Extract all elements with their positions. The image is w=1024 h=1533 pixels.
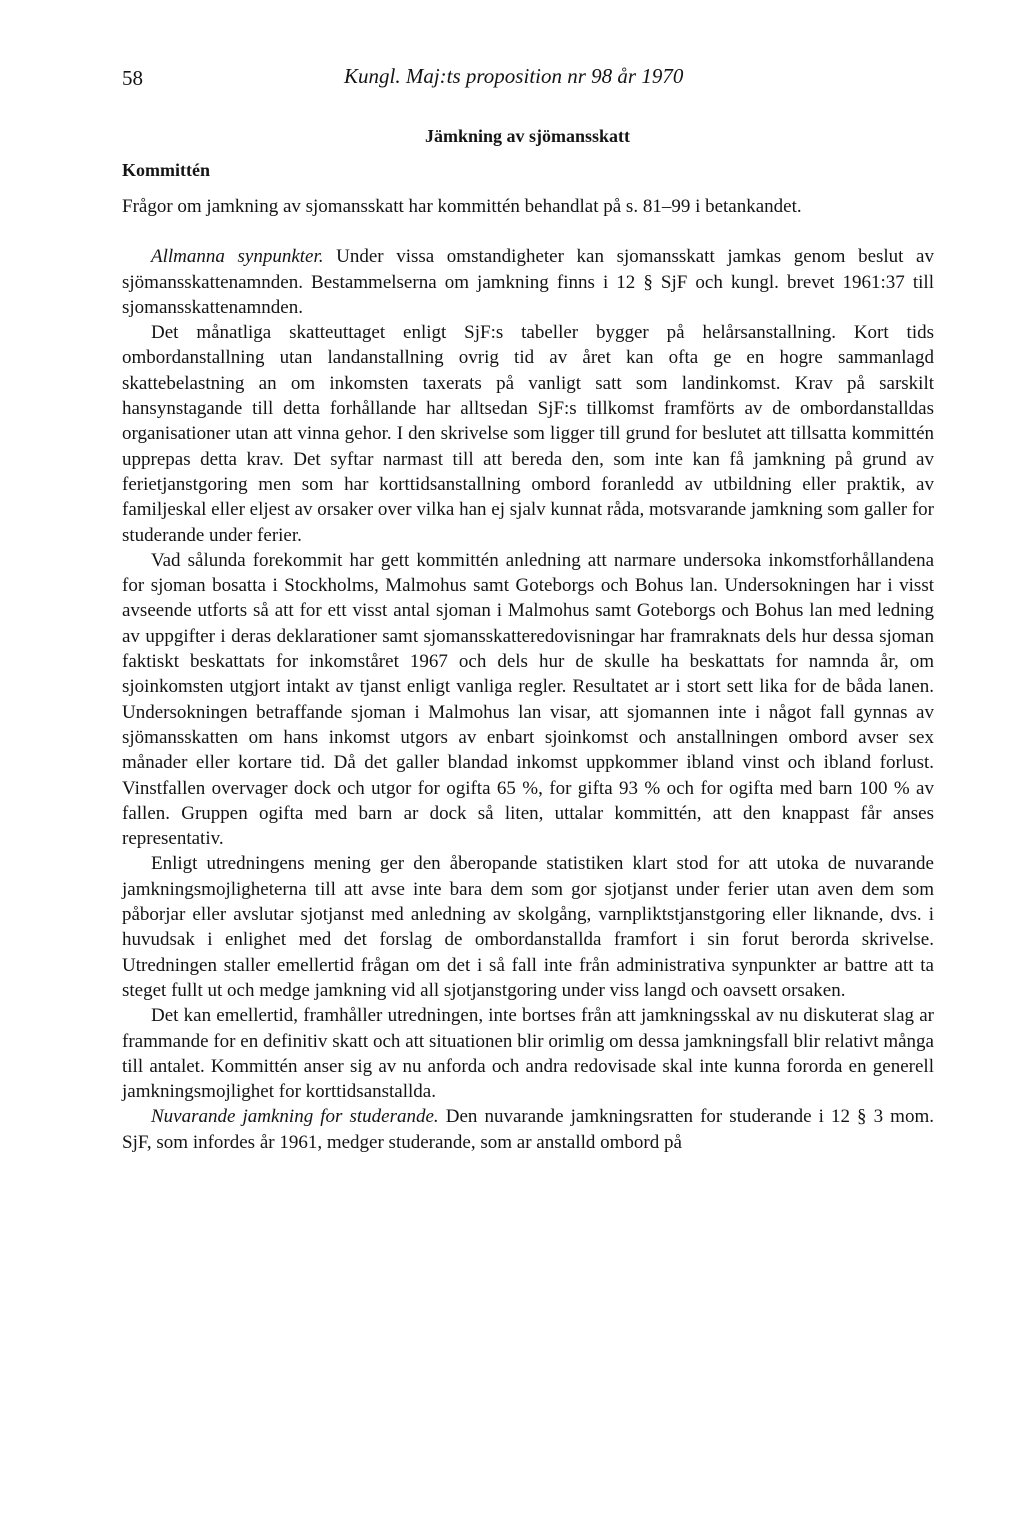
paragraph-emellertid bbox=[122, 1003, 934, 1104]
page-number: 58 bbox=[122, 66, 143, 90]
running-head: Kungl. Maj:ts proposition nr 98 år 1970 bbox=[344, 64, 684, 88]
paragraph-studerande bbox=[122, 1104, 934, 1155]
paragraph-skatteuttag bbox=[122, 320, 934, 548]
section-title: Jämkning av sjömansskatt bbox=[425, 126, 631, 146]
paragraph-text: Enligt utredningens mening ger den åberopande statistiken klart stod for att utoka de nuvarande jamkningsmojligheterna till att avse inte bara dem som gor sjotjanst under ferier utan aven dem som påborjar eller avslutar sjotjanst med anledning av skolgång, varnpliktstjanstgoring eller liknande, dvs. i huvudsak i enlighet med det forslag de ombordanstallda framfort i sin forut berorda skrivelse. Utredningen staller emellertid frågan om det i så fall inte från administrativa synpunkter ar battre att ta steget fullt ut och medge jamkning vid all sjotjanstgoring under viss langd och oavsett orsaken. bbox=[122, 853, 934, 1001]
run-in-heading: Nuvarande jamkning for studerande. bbox=[151, 1106, 439, 1128]
paragraph-undersokning bbox=[122, 548, 934, 852]
run-in-heading: Allmanna synpunkter. bbox=[151, 246, 324, 268]
paragraph-text: Under vissa omstandigheter kan sjomansskatt jamkas genom beslut av sjömansskattenamnden. Bestammelserna om jamkning finns i 12 § SjF och kungl. brevet 1961:37 till sjomansskattenamnden. bbox=[122, 246, 934, 318]
paragraph-text: Frågor om jamkning av sjomansskatt har kommittén behandlat på s. 81–99 i betankandet. bbox=[122, 196, 802, 217]
body-text bbox=[122, 194, 934, 1155]
paragraph-intro bbox=[122, 194, 934, 219]
paragraph-utredning bbox=[122, 851, 934, 1003]
side-heading: Kommittén bbox=[122, 160, 210, 180]
paragraph-allmanna bbox=[122, 244, 934, 320]
paragraph-text: Vad sålunda forekommit har gett kommittén anledning att narmare undersoka inkomstforhållandena for sjoman bosatta i Stockholms, Malmohus samt Goteborgs och Bohus lan. Undersokningen har i visst avseende utforts så att for ett visst antal sjoman i Malmohus samt Goteborgs och Bohus lan med ledning av uppgifter i deras deklarationer samt sjomansskatteredovisningar har framraknats dels hur dessa sjoman faktiskt beskattats for inkomståret 1967 och dels hur de skulle ha beskattats for namnda år, om sjoinkomsten utgjort intakt av tjanst enligt vanliga regler. Resultatet ar i stort sett lika for de båda lanen. Undersokningen betraffande sjoman i Malmohus lan visar, att sjomannen inte i något fall gynnas av sjömansskatten om hans inkomst utgors av enbart sjoinkomst och anstallningen ombord avser sex månader eller kortare tid. Då det galler blandad inkomst uppkommer ibland vinst och ibland forlust. Vinstfallen overvager dock och utgor for ogifta 65 %, for gifta 93 % och for ogifta med barn 100 % av fallen. Gruppen ogifta med barn ar dock så liten, uttalar kommittén, att den knappast får anses representativ. bbox=[122, 549, 934, 850]
paragraph-text: Den nuvarande jamkningsratten for studerande i 12 § 3 mom. SjF, som infordes år 1961, medger studerande, som ar anstalld ombord på bbox=[122, 1106, 934, 1153]
paragraph-text: Det kan emellertid, framhåller utredningen, inte bortses från att jamkningsskal av nu diskuterat slag ar frammande for en definitiv skatt och att situationen blir orimlig om dessa jamkningsfall blir relativt många till antalet. Kommittén anser sig av nu anforda och andra redovisade skal inte kunna fororda en generell jamkningsmojlighet for korttidsanstallda. bbox=[122, 1005, 934, 1103]
paragraph-text: Det månatliga skatteuttaget enligt SjF:s tabeller bygger på helårsanstallning. Kort tids ombordanstallning utan landanstallning ovrig tid av året kan ofta ge en hogre sammanlagd skattebelastning an om inkomsten taxerats på vanligt satt som landinkomst. Krav på sarskilt hansynstagande till detta forhållande har alltsedan SjF:s tillkomst framförts av de ombordanstalldas organisationer utan att vinna gehor. I den skrivelse som ligger till grund for beslutet att tillsatta kommittén upprepas detta krav. Det syftar narmast till att bereda den, som inte kan få jamkning på grund av ferietjanstgoring men som har korttidsanstallning ombord foranledd av utbildning eller praktik, av familjeskal eller eljest av orsaker over vilka han ej sjalv kunnat råda, motsvarande jamkning som galler for studerande under ferier. bbox=[122, 322, 934, 546]
